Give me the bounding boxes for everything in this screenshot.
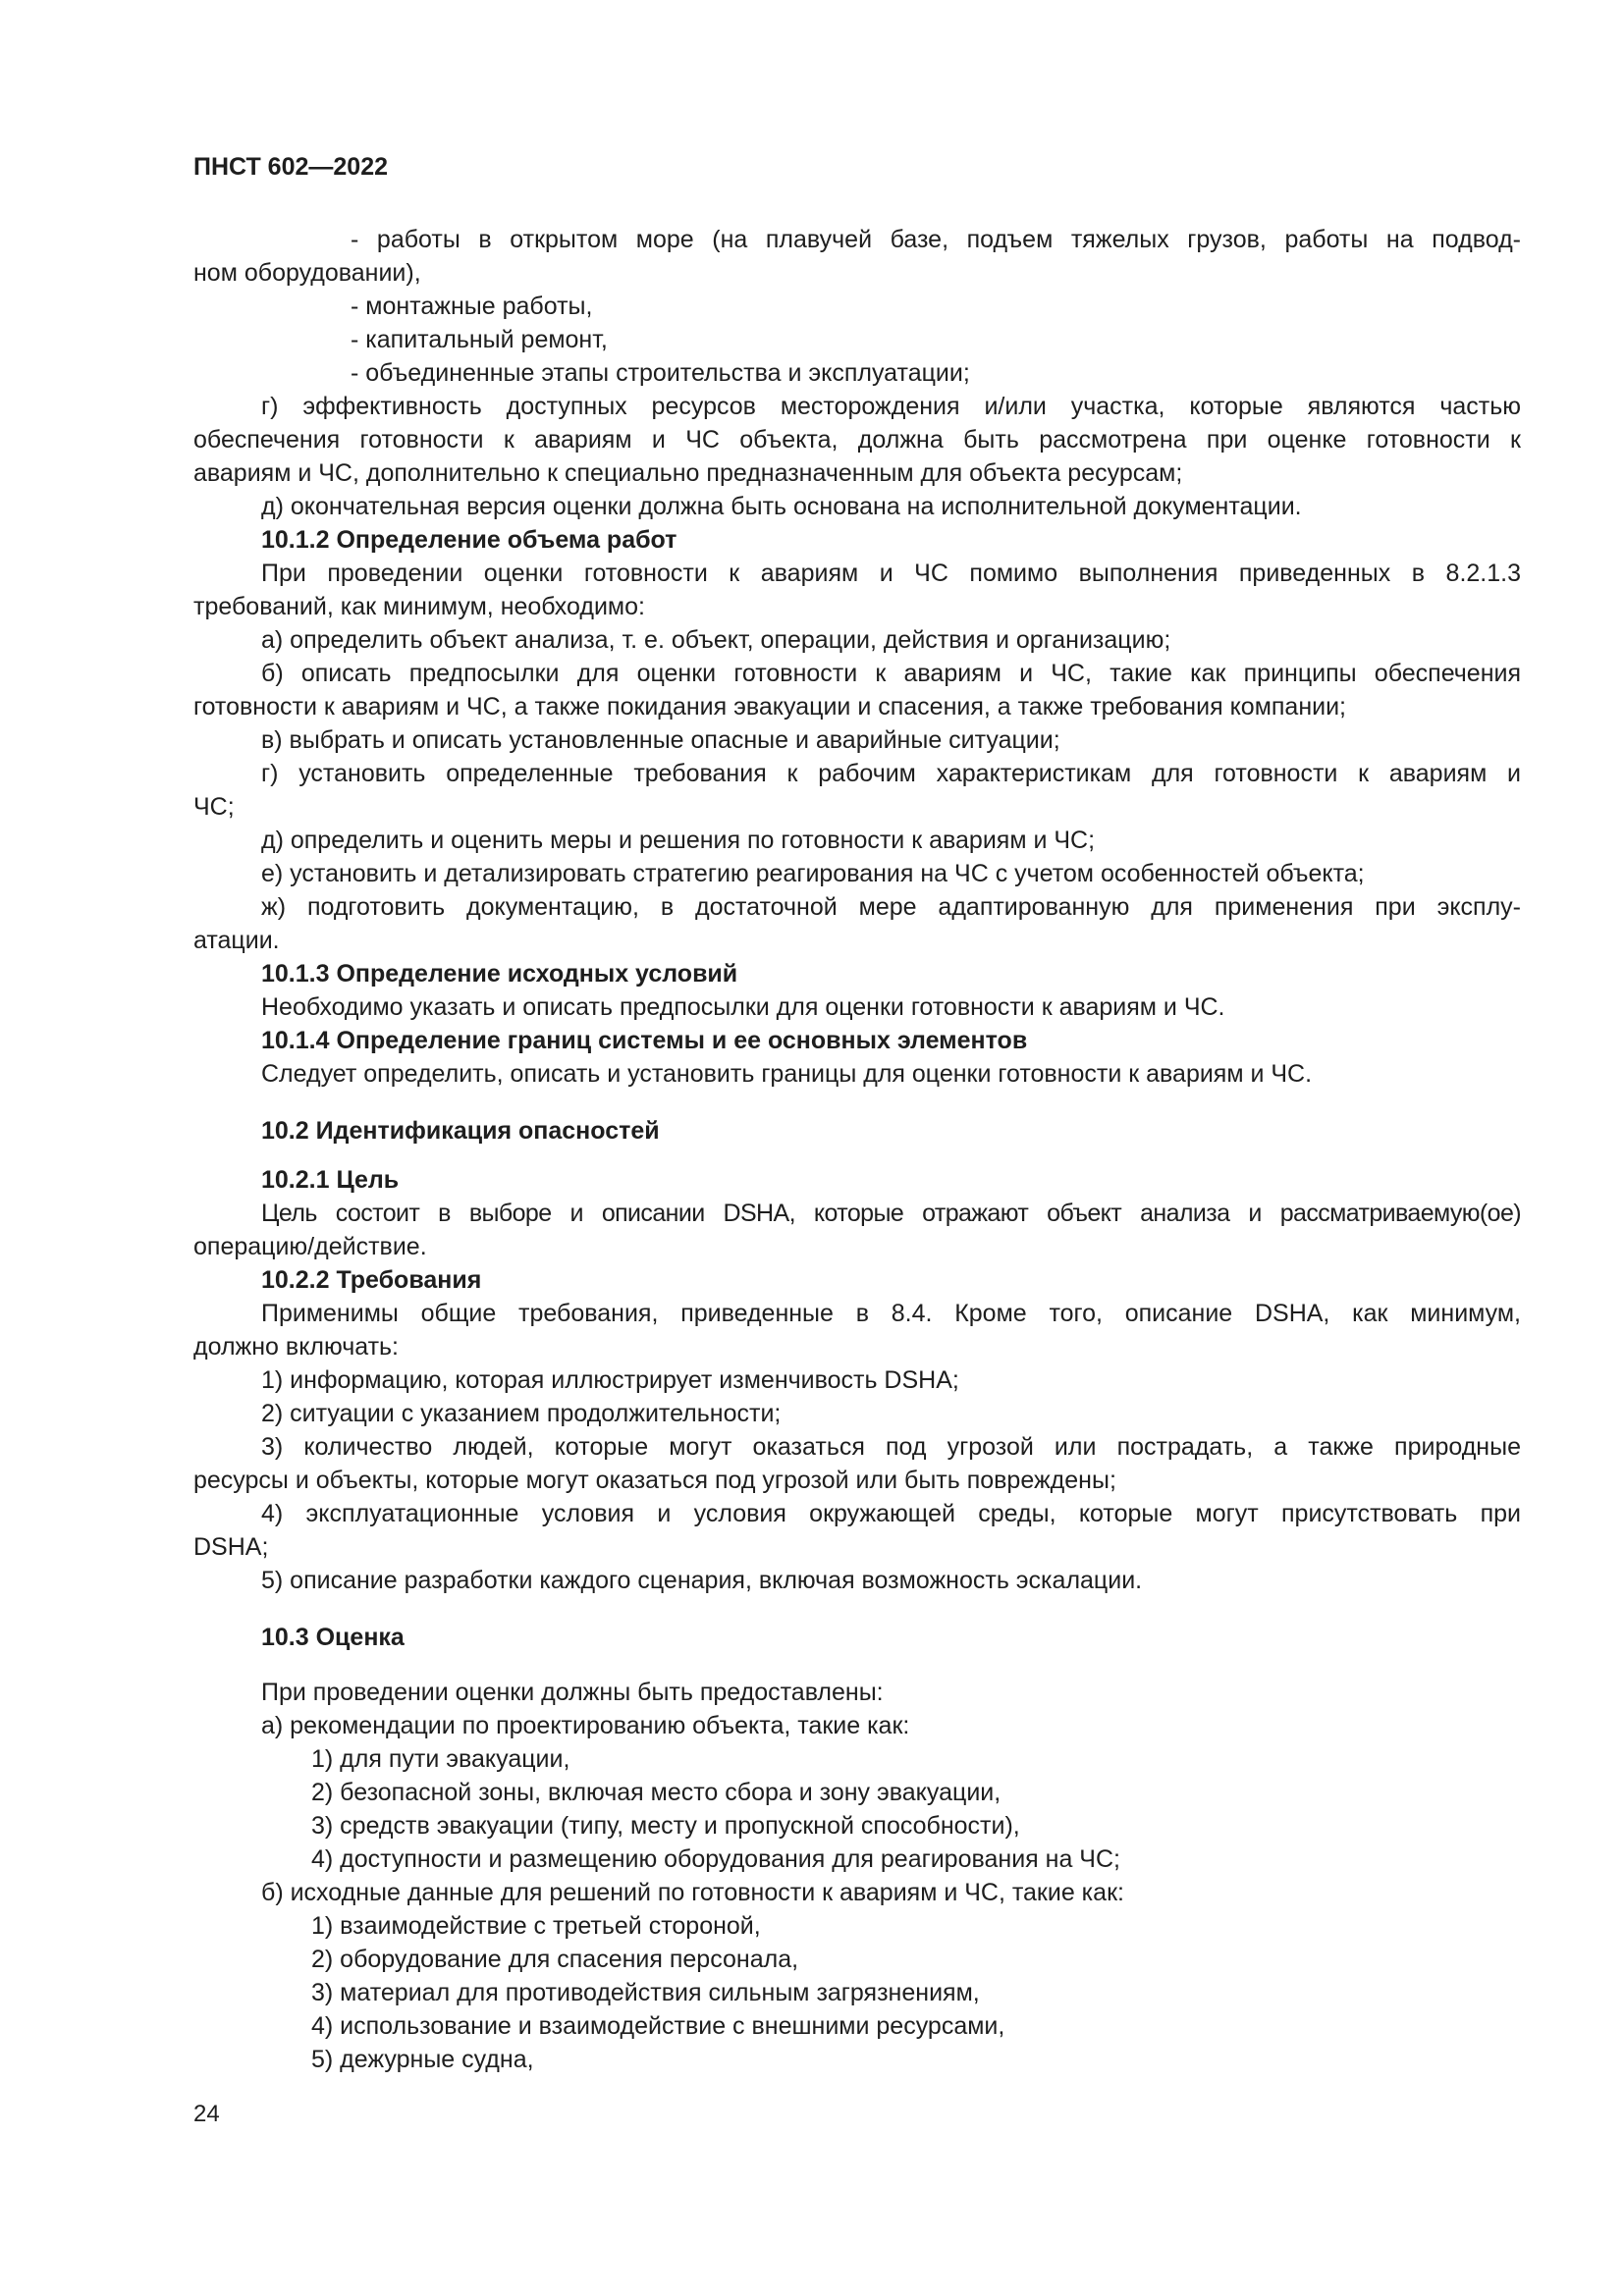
- list-item: 1) информацию, которая иллюстрирует изменчивость DSHA;: [261, 1366, 959, 1394]
- list-item: 3) количество людей, которые могут оказаться под угрозой или пострадать, а также природные: [261, 1433, 1521, 1461]
- list-item: 5) описание разработки каждого сценария, включая возможность эскалации.: [261, 1567, 1143, 1594]
- text-line: - работы в открытом море (на плавучей базе, подъем тяжелых грузов, работы на подвод-: [351, 226, 1521, 253]
- section-heading: 10.2 Идентификация опасностей: [261, 1117, 660, 1145]
- document-header-code: ПНСТ 602—2022: [193, 153, 388, 181]
- text-line: требований, как минимум, необходимо:: [193, 593, 645, 620]
- text-line: операцию/действие.: [193, 1233, 427, 1260]
- text-line: г) эффективность доступных ресурсов месторождения и/или участка, которые являются частью: [261, 393, 1521, 420]
- list-item: б) описать предпосылки для оценки готовности к авариям и ЧС, такие как принципы обеспечения: [261, 660, 1521, 687]
- subsection-heading: 10.1.4 Определение границ системы и ее основных элементов: [261, 1027, 1028, 1054]
- text-line: ресурсы и объекты, которые могут оказаться под угрозой или быть повреждены;: [193, 1467, 1116, 1494]
- text-line: ном оборудовании),: [193, 259, 421, 287]
- text-line: При проведении оценки должны быть предоставлены:: [261, 1679, 884, 1706]
- list-item: 4) доступности и размещению оборудования для реагирования на ЧС;: [311, 1845, 1120, 1873]
- text-line: обеспечения готовности к авариям и ЧС объекта, должна быть рассмотрена при оценке готовности к: [193, 426, 1521, 454]
- list-item: ж) подготовить документацию, в достаточной мере адаптированную для применения при эксплу-: [261, 893, 1521, 921]
- subsection-heading: 10.1.2 Определение объема работ: [261, 526, 677, 554]
- text-line: При проведении оценки готовности к авариям и ЧС помимо выполнения приведенных в 8.2.1.3: [261, 560, 1521, 587]
- text-line: д) окончательная версия оценки должна быть основана на исполнительной документации.: [261, 493, 1302, 520]
- list-item: д) определить и оценить меры и решения по готовности к авариям и ЧС;: [261, 827, 1096, 854]
- list-item: 4) эксплуатационные условия и условия окружающей среды, которые могут присутствовать при: [261, 1500, 1521, 1527]
- text-line: Следует определить, описать и установить границы для оценки готовности к авариям и ЧС.: [261, 1060, 1313, 1088]
- text-line: авариям и ЧС, дополнительно к специально предназначенным для объекта ресурсам;: [193, 459, 1183, 487]
- subsection-heading: 10.2.1 Цель: [261, 1166, 400, 1194]
- list-item: 2) безопасной зоны, включая место сбора и зону эвакуации,: [311, 1779, 1001, 1806]
- list-item: а) определить объект анализа, т. е. объект, операции, действия и организацию;: [261, 626, 1171, 654]
- text-line: должно включать:: [193, 1333, 399, 1361]
- list-item: е) установить и детализировать стратегию реагирования на ЧС с учетом особенностей объекта;: [261, 860, 1365, 887]
- text-line: атации.: [193, 927, 280, 954]
- list-item: в) выбрать и описать установленные опасные и аварийные ситуации;: [261, 726, 1060, 754]
- subsection-heading: 10.2.2 Требования: [261, 1266, 482, 1294]
- text-line: Необходимо указать и описать предпосылки для оценки готовности к авариям и ЧС.: [261, 993, 1225, 1021]
- list-item: г) установить определенные требования к рабочим характеристикам для готовности к авариям и: [261, 760, 1521, 787]
- list-item: 3) средств эвакуации (типу, месту и пропускной способности),: [311, 1812, 1020, 1840]
- page-number: 24: [193, 2101, 220, 2127]
- list-item: 4) использование и взаимодействие с внешними ресурсами,: [311, 2012, 1005, 2040]
- text-line: готовности к авариям и ЧС, а также покидания эвакуации и спасения, а также требования компании;: [193, 693, 1346, 721]
- list-item: 1) для пути эвакуации,: [311, 1745, 570, 1773]
- list-item: 2) оборудование для спасения персонала,: [311, 1946, 799, 1973]
- list-item: 1) взаимодействие с третьей стороной,: [311, 1912, 761, 1940]
- list-item: а) рекомендации по проектированию объекта, такие как:: [261, 1712, 910, 1739]
- text-line: Цель состоит в выборе и описании DSHA, которые отражают объект анализа и рассматриваемую(ое): [261, 1200, 1521, 1227]
- text-line: DSHA;: [193, 1533, 269, 1561]
- list-item: б) исходные данные для решений по готовности к авариям и ЧС, такие как:: [261, 1879, 1124, 1906]
- list-item: - объединенные этапы строительства и эксплуатации;: [351, 359, 970, 387]
- list-item: - монтажные работы,: [351, 293, 593, 320]
- list-item: 5) дежурные судна,: [311, 2046, 534, 2073]
- text-line: ЧС;: [193, 793, 235, 821]
- list-item: 3) материал для противодействия сильным загрязнениям,: [311, 1979, 980, 2006]
- list-item: 2) ситуации с указанием продолжительности;: [261, 1400, 782, 1427]
- list-item: - капитальный ремонт,: [351, 326, 608, 353]
- subsection-heading: 10.1.3 Определение исходных условий: [261, 960, 738, 988]
- text-line: Применимы общие требования, приведенные в 8.4. Кроме того, описание DSHA, как минимум,: [261, 1300, 1521, 1327]
- section-heading: 10.3 Оценка: [261, 1624, 405, 1651]
